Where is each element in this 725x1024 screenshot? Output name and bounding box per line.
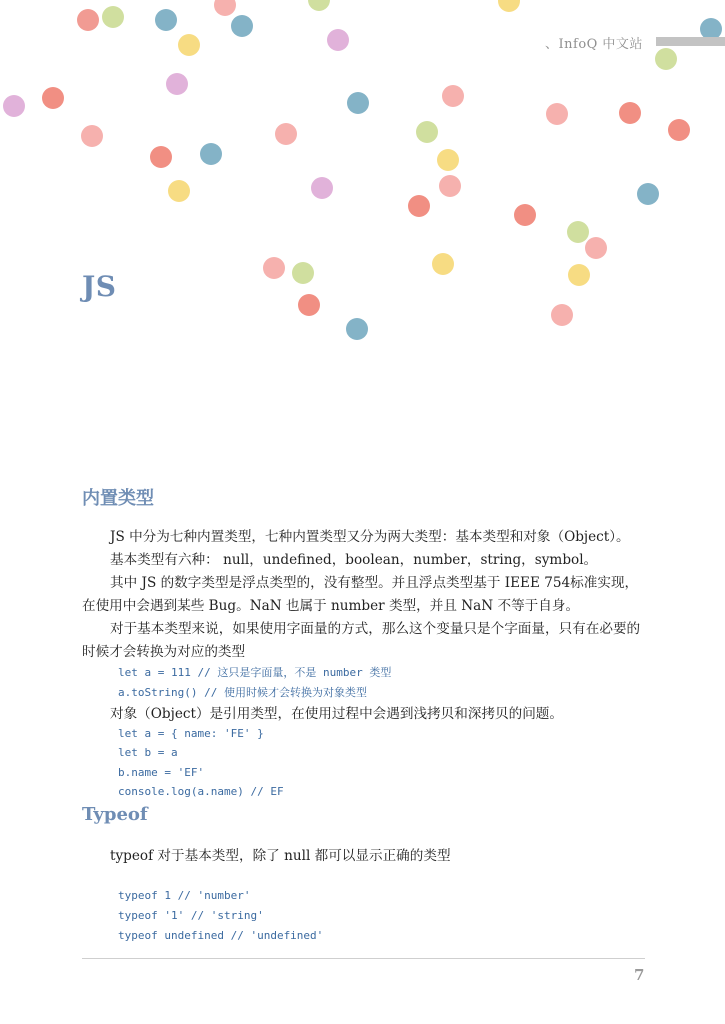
code-line: let a = { name: 'FE' } bbox=[118, 727, 264, 740]
decorative-dot bbox=[77, 9, 99, 31]
decorative-dots bbox=[0, 0, 725, 360]
decorative-dot bbox=[585, 237, 607, 259]
code-line: b.name = 'EF' bbox=[118, 766, 205, 779]
decorative-dot bbox=[432, 253, 454, 275]
decorative-dot bbox=[619, 102, 641, 124]
header-bar bbox=[656, 37, 725, 46]
decorative-dot bbox=[308, 0, 330, 11]
code-line: typeof undefined // 'undefined' bbox=[118, 929, 324, 942]
decorative-dot bbox=[166, 73, 188, 95]
paragraph: 其中 JS 的数字类型是浮点类型的，没有整型。并且浮点类型基于 IEEE 754标准实现，在使用中会遇到某些 Bug。NaN 也属于 number 类型，并且 NaN 不等于自身。 bbox=[82, 575, 639, 614]
section-title-typeof: Typeof bbox=[82, 804, 148, 825]
decorative-dot bbox=[168, 180, 190, 202]
code-line: typeof 1 // 'number' bbox=[118, 889, 251, 902]
decorative-dot bbox=[292, 262, 314, 284]
chapter-title: JS bbox=[82, 270, 117, 303]
decorative-dot bbox=[298, 294, 320, 316]
decorative-dot bbox=[437, 149, 459, 171]
code-line: console.log(a.name) // EF bbox=[118, 785, 284, 798]
header-brand: 、InfoQ 中文站 bbox=[545, 37, 643, 52]
decorative-dot bbox=[655, 48, 677, 70]
decorative-dot bbox=[327, 29, 349, 51]
decorative-dot bbox=[416, 121, 438, 143]
decorative-dot bbox=[347, 92, 369, 114]
code-line: let b = a bbox=[118, 746, 178, 759]
decorative-dot bbox=[439, 175, 461, 197]
decorative-dot bbox=[263, 257, 285, 279]
decorative-dot bbox=[214, 0, 236, 16]
decorative-dot bbox=[150, 146, 172, 168]
paragraph: 对象（Object）是引用类型，在使用过程中会遇到浅拷贝和深拷贝的问题。 bbox=[110, 706, 563, 722]
decorative-dot bbox=[81, 125, 103, 147]
page-number: 7 bbox=[634, 966, 645, 984]
paragraph: JS 中分为七种内置类型，七种内置类型又分为两大类型：基本类型和对象（Object）。 bbox=[110, 529, 630, 545]
decorative-dot bbox=[275, 123, 297, 145]
decorative-dot bbox=[200, 143, 222, 165]
paragraph: 对于基本类型来说，如果使用字面量的方式，那么这个变量只是个字面量，只有在必要的时候才会转换为对应的类型 bbox=[82, 621, 641, 660]
code-line: typeof '1' // 'string' bbox=[118, 909, 264, 922]
decorative-dot bbox=[568, 264, 590, 286]
decorative-dot bbox=[498, 0, 520, 12]
code-line: let a = 111 // 这只是字面量，不是 number 类型 bbox=[118, 666, 392, 679]
section-title-builtin-types: 内置类型 bbox=[82, 488, 154, 509]
decorative-dot bbox=[42, 87, 64, 109]
decorative-dot bbox=[3, 95, 25, 117]
decorative-dot bbox=[442, 85, 464, 107]
decorative-dot bbox=[551, 304, 573, 326]
decorative-dot bbox=[637, 183, 659, 205]
paragraph: typeof 对于基本类型，除了 null 都可以显示正确的类型 bbox=[110, 848, 451, 864]
decorative-dot bbox=[567, 221, 589, 243]
decorative-dot bbox=[546, 103, 568, 125]
decorative-dot bbox=[155, 9, 177, 31]
decorative-dot bbox=[178, 34, 200, 56]
decorative-dot bbox=[346, 318, 368, 340]
decorative-dot bbox=[408, 195, 430, 217]
code-line: a.toString() // 使用时候才会转换为对象类型 bbox=[118, 686, 367, 699]
paragraph: 基本类型有六种： null，undefined，boolean，number，string，symbol。 bbox=[110, 552, 598, 568]
decorative-dot bbox=[102, 6, 124, 28]
decorative-dot bbox=[514, 204, 536, 226]
decorative-dot bbox=[668, 119, 690, 141]
decorative-dot bbox=[311, 177, 333, 199]
footer-divider bbox=[82, 958, 645, 959]
decorative-dot bbox=[231, 15, 253, 37]
